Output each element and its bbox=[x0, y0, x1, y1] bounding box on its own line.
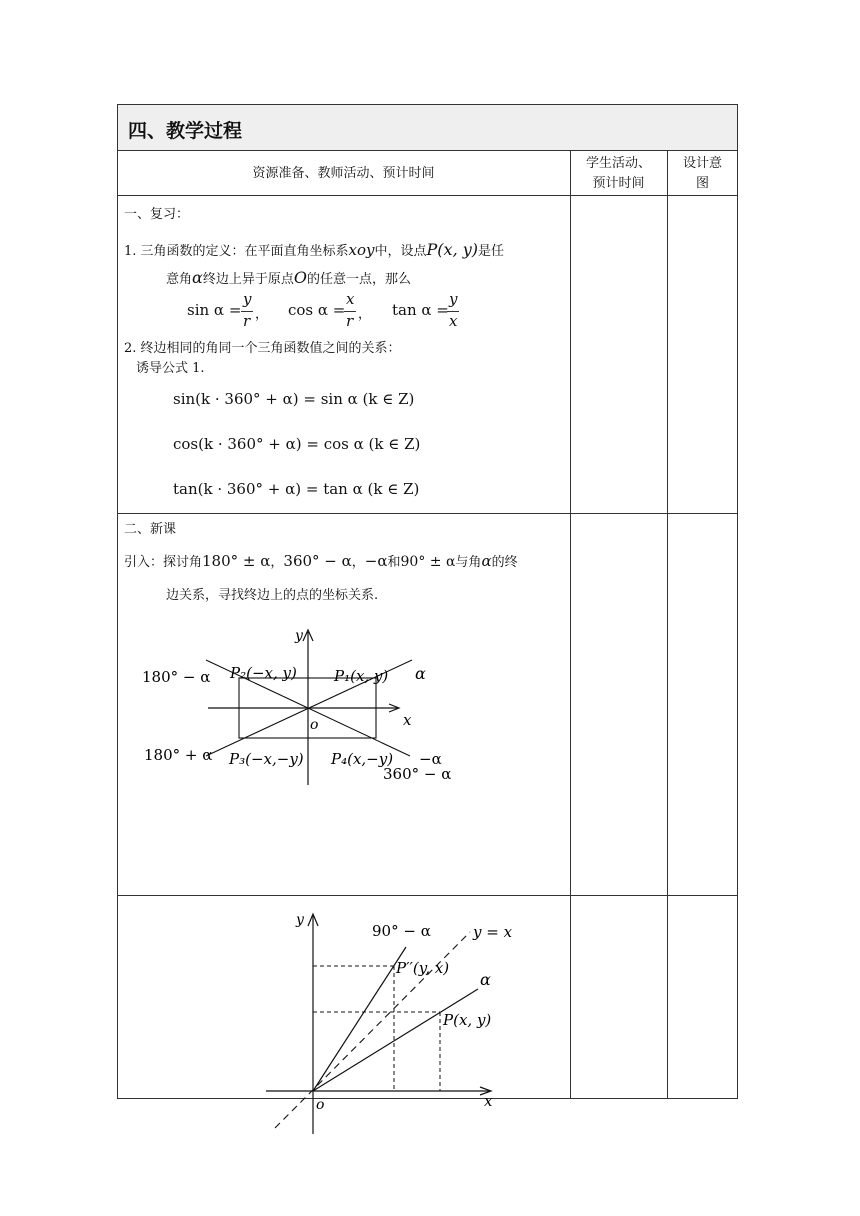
formula-label: 诱导公式 1. bbox=[136, 361, 205, 376]
fig1-P3-label: P₃(−x,−y) bbox=[229, 750, 304, 768]
tan-numerator: y bbox=[449, 290, 458, 308]
fig1-P2-label: P₂(−x, y) bbox=[230, 664, 297, 682]
review-item1-text-a: 1. 三角函数的定义：在平面直角坐标系 bbox=[124, 244, 349, 259]
intro-text-c: 的终 bbox=[491, 555, 518, 570]
intro-sep-2: ， bbox=[351, 555, 365, 570]
intro-angle-neg: −α bbox=[364, 552, 388, 570]
review-item1-alpha: α bbox=[192, 268, 203, 287]
intro-and: 和 bbox=[387, 555, 401, 570]
fig2-origin-label: o bbox=[316, 1097, 325, 1113]
intro-text-a: 引入：探讨角 bbox=[124, 555, 203, 570]
fig2-P-label: P(x, y) bbox=[443, 1011, 492, 1029]
review-heading: 一、复习： bbox=[124, 207, 190, 222]
intro-sep-1: ， bbox=[270, 555, 284, 570]
fig1-x-label: x bbox=[403, 711, 412, 729]
new-lesson-heading: 二、新课 bbox=[124, 522, 177, 537]
review-item2: 2. 终边相同的角同一个三角函数值之间的关系： bbox=[124, 341, 401, 356]
cos-numerator: x bbox=[346, 290, 355, 308]
sin-denominator: r bbox=[243, 312, 251, 330]
intro-text-b: 与角 bbox=[455, 555, 482, 570]
fig1-y-label: y bbox=[295, 628, 303, 644]
sin-comma: ， bbox=[255, 307, 269, 322]
intro-angle-90: 90° ± α bbox=[400, 554, 456, 570]
fig2-alpha-label: α bbox=[480, 970, 491, 989]
col-header-student-line1: 学生活动、 bbox=[585, 156, 651, 171]
review-item1-point: P(x, y) bbox=[426, 240, 479, 259]
review-item1-origin: O bbox=[293, 268, 307, 287]
intro-angle-180: 180° ± α bbox=[202, 552, 271, 570]
fig1-minus-alpha-label: −α bbox=[419, 750, 442, 768]
review-item1-line2-b: 终边上异于原点 bbox=[202, 272, 294, 287]
tan-denominator: x bbox=[449, 312, 458, 330]
cos-definition: cos α = bbox=[288, 301, 346, 319]
fig1-180-minus-label: 180° − α bbox=[142, 668, 211, 686]
cos-comma: ， bbox=[358, 307, 372, 322]
cos-denominator: r bbox=[346, 312, 354, 330]
review-item1-text-b: 中，设点 bbox=[374, 244, 427, 259]
fig2-y-equals-x-label: y = x bbox=[473, 923, 513, 941]
intro-angle-360: 360° − α bbox=[283, 552, 352, 570]
fig1-alpha-label: α bbox=[415, 664, 426, 683]
col-header-design-line1: 设计意 bbox=[682, 156, 722, 171]
sin-definition: sin α = bbox=[187, 301, 242, 319]
new-lesson-intro-line2: 边关系，寻找终边上的点的坐标关系. bbox=[166, 588, 379, 603]
fig2-Pprime-label: P′′(y, x) bbox=[396, 959, 450, 977]
fig2-x-label: x bbox=[484, 1092, 493, 1110]
fig1-P4-label: P₄(x,−y) bbox=[331, 750, 394, 768]
review-item1-line2-a: 意角 bbox=[166, 272, 193, 287]
review-item1-line2-c: 的任意一点，那么 bbox=[306, 272, 411, 287]
review-item1-xoy: xoy bbox=[348, 241, 375, 259]
col-header-design-line2: 图 bbox=[695, 176, 709, 191]
sin-numerator: y bbox=[243, 290, 252, 308]
intro-alpha: α bbox=[481, 552, 492, 570]
col-header-resources: 资源准备、教师活动、预计时间 bbox=[252, 166, 435, 181]
review-item1-text-c: 是任 bbox=[478, 244, 505, 259]
formula-sin: sin(k · 360° + α) = sin α (k ∈ Z) bbox=[173, 390, 415, 408]
tan-definition: tan α = bbox=[392, 301, 449, 319]
fig1-360-minus-label: 360° − α bbox=[383, 765, 452, 783]
fig2-y-label: y bbox=[296, 912, 304, 928]
formula-cos: cos(k · 360° + α) = cos α (k ∈ Z) bbox=[173, 435, 421, 453]
fig2-ray-90-minus-alpha bbox=[313, 947, 406, 1091]
fig1-180-plus-label: 180° + α bbox=[144, 746, 213, 764]
col-header-student-line2: 预计时间 bbox=[592, 176, 645, 191]
fig1-P1-label: P₁(x, y) bbox=[334, 667, 389, 685]
fig2-ray-alpha bbox=[313, 989, 478, 1091]
fig1-origin-label: o bbox=[310, 717, 319, 733]
formula-tan: tan(k · 360° + α) = tan α (k ∈ Z) bbox=[173, 480, 420, 498]
fig2-90-minus-label: 90° − α bbox=[372, 922, 431, 940]
section-title: 四、教学过程 bbox=[128, 120, 243, 142]
